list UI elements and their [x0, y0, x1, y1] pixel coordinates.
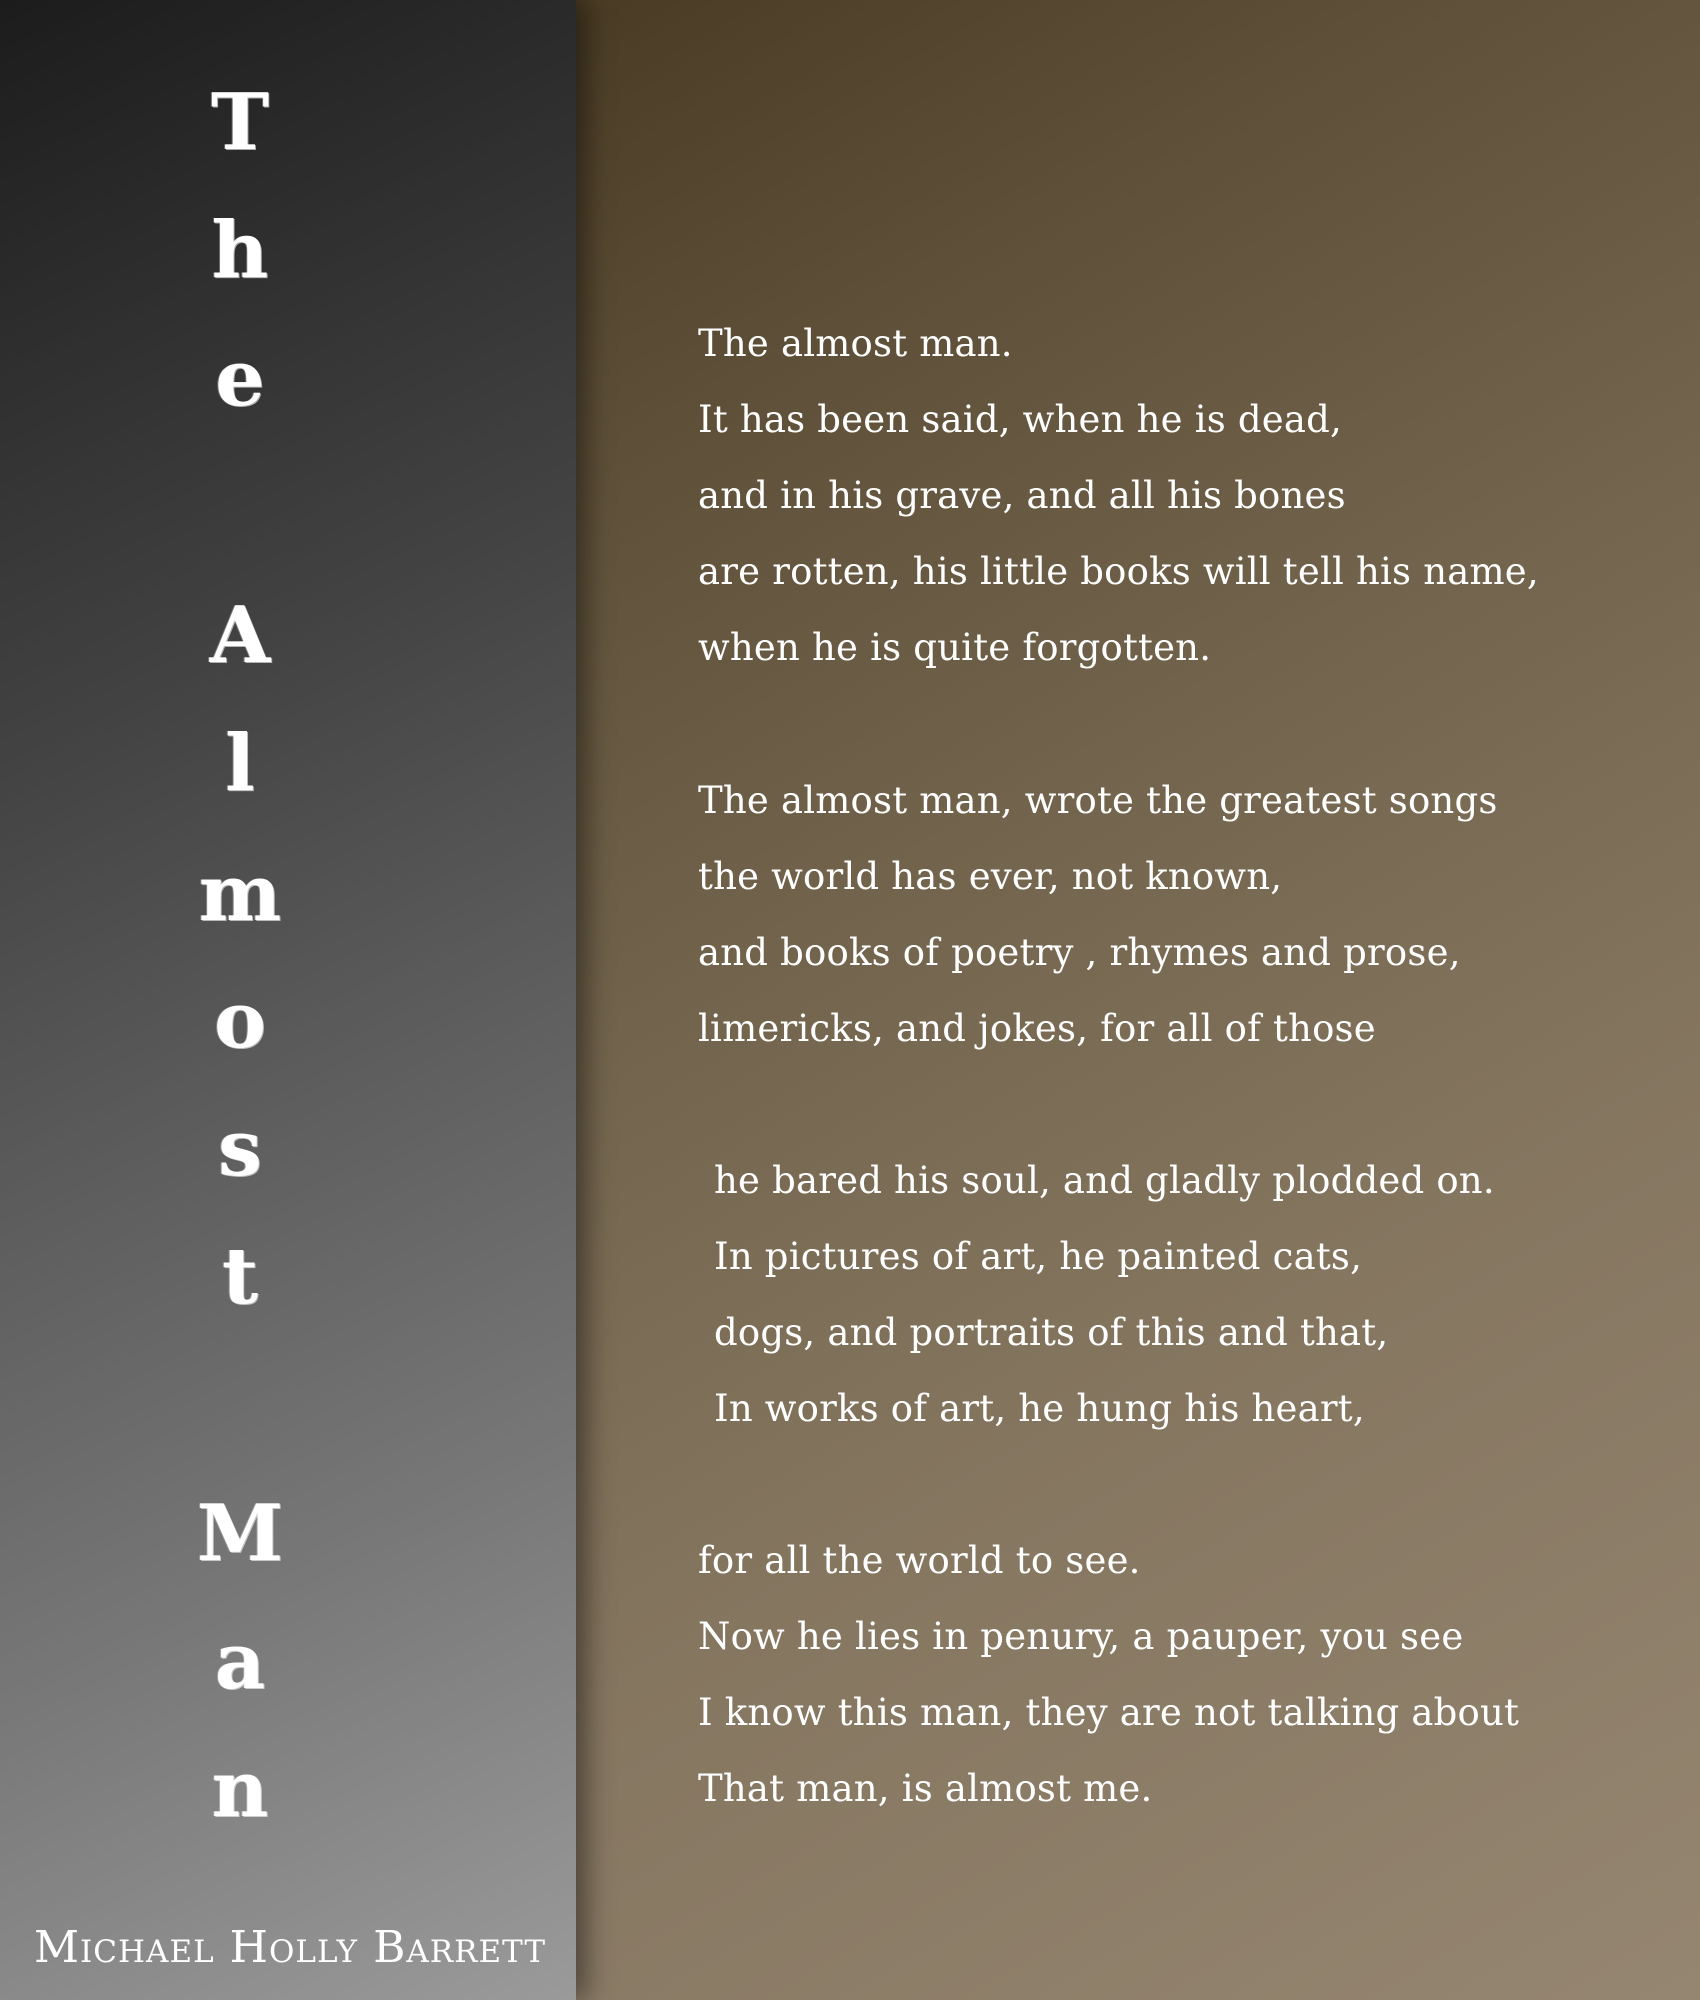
title-letter: h — [211, 205, 269, 296]
poem-line: The almost man. — [698, 322, 1013, 365]
poem-line: he bared his soul, and gladly plodded on. — [714, 1159, 1495, 1202]
poem-line: for all the world to see. — [698, 1539, 1141, 1582]
title-letter: a — [214, 1616, 266, 1707]
title-letter: t — [221, 1231, 259, 1322]
poem-line: are rotten, his little books will tell his name, — [698, 550, 1539, 593]
poem-line: In works of art, he hung his heart, — [714, 1387, 1365, 1430]
poem-line: Now he lies in penury, a pauper, you see — [698, 1615, 1464, 1658]
poem-line: The almost man, wrote the greatest songs — [698, 779, 1498, 822]
title-letter: s — [218, 1103, 262, 1194]
poem-line: In pictures of art, he painted cats, — [714, 1235, 1363, 1278]
title-letter: M — [196, 1488, 284, 1579]
poem-line: and in his grave, and all his bones — [698, 474, 1346, 517]
title-letter: e — [215, 333, 265, 424]
title-letter: m — [198, 848, 282, 939]
title-letter: l — [225, 718, 255, 809]
poem-line: dogs, and portraits of this and that, — [714, 1311, 1389, 1354]
poem-line: It has been said, when he is dead, — [698, 398, 1342, 441]
author-name: Michael Holly Barrett — [34, 1922, 547, 1973]
poem-line: I know this man, they are not talking about — [698, 1691, 1520, 1734]
poem-line: and books of poetry , rhymes and prose, — [698, 931, 1461, 974]
poem-line: limericks, and jokes, for all of those — [698, 1007, 1376, 1050]
poem-line: That man, is almost me. — [698, 1767, 1153, 1810]
poem-line: the world has ever, not known, — [698, 855, 1283, 898]
title-letter: o — [213, 975, 267, 1066]
title-panel — [0, 0, 576, 2000]
poem-line: when he is quite forgotten. — [698, 626, 1212, 669]
title-letter: T — [210, 77, 270, 168]
title-letter: n — [211, 1744, 269, 1835]
title-letter: A — [209, 590, 271, 681]
